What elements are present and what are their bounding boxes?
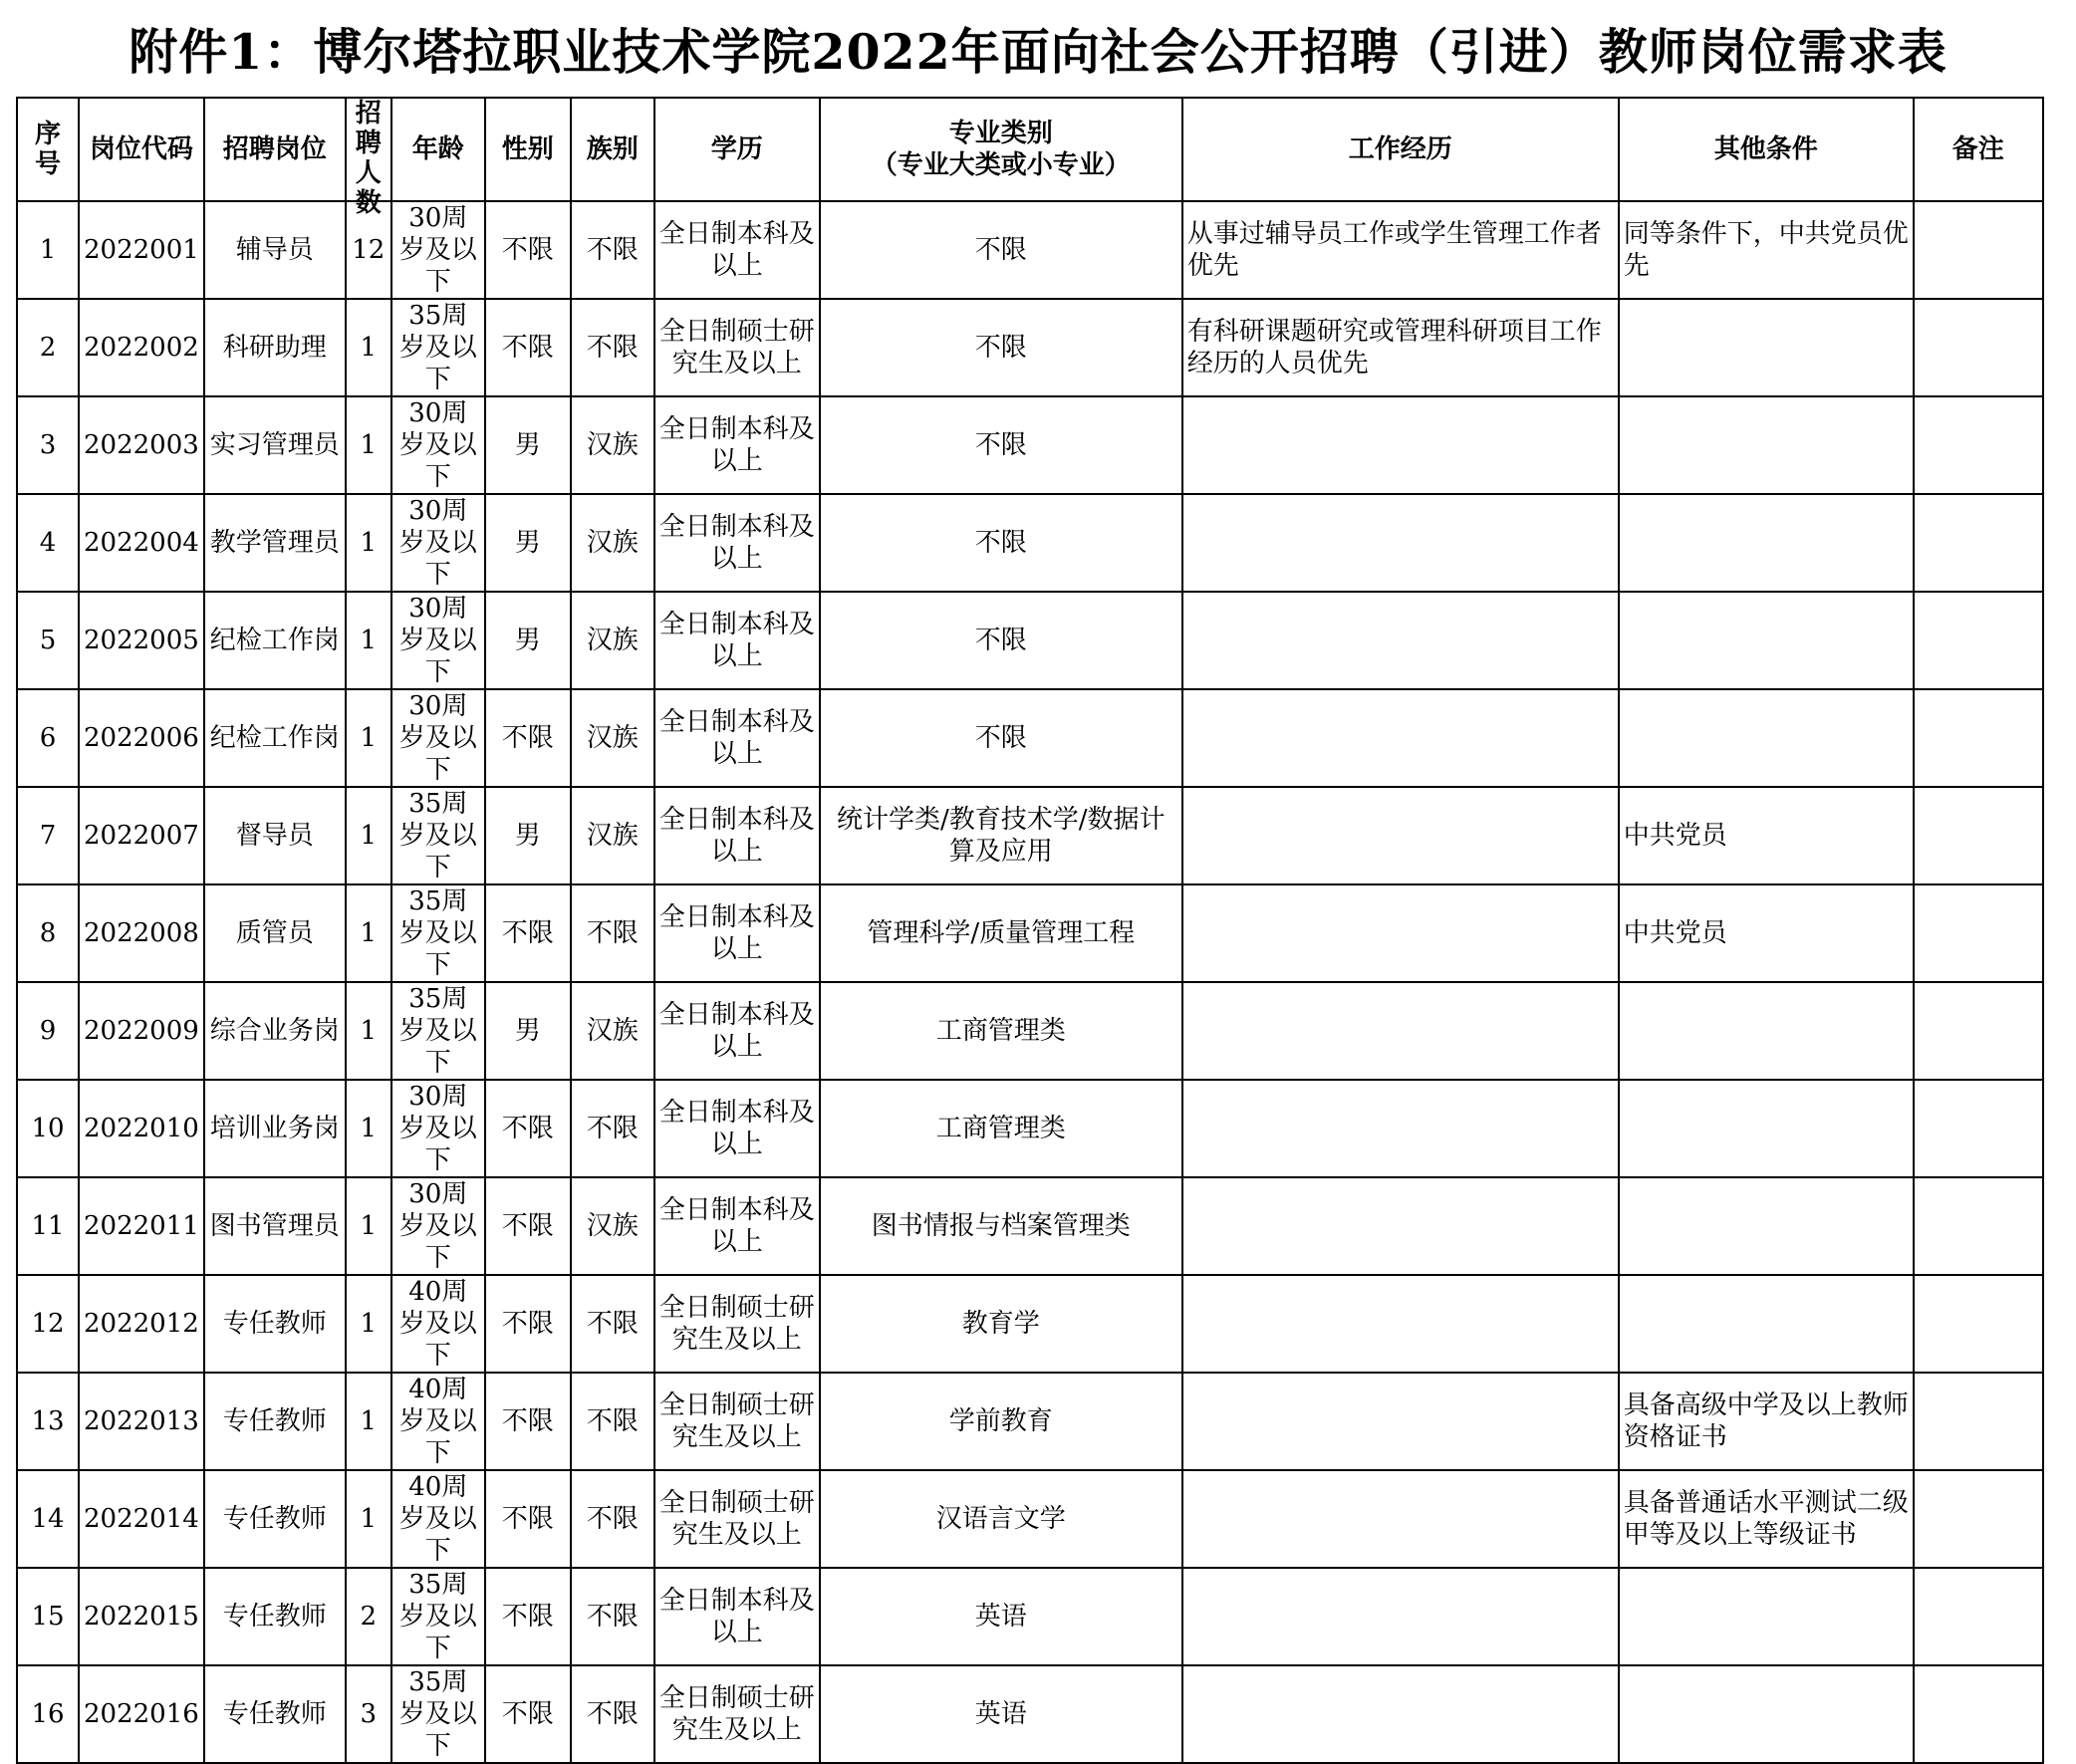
- cell-position: 辅导员: [204, 201, 346, 299]
- cell-gender: 不限: [485, 689, 571, 787]
- cell-count: 1: [346, 1080, 391, 1177]
- table-row: [17, 201, 2043, 299]
- cell-education: 全日制硕士研究生及以上: [654, 1470, 820, 1568]
- cell-seq: 5: [17, 592, 79, 689]
- cell-remarks: [1914, 787, 2043, 884]
- table-row: [17, 299, 2043, 396]
- cell-major: 工商管理类: [820, 982, 1182, 1080]
- cell-seq: 14: [17, 1470, 79, 1568]
- cell-code: 2022002: [79, 299, 204, 396]
- cell-other: [1619, 494, 1914, 592]
- cell-count: 1: [346, 494, 391, 592]
- cell-ethnicity: 不限: [571, 1665, 654, 1763]
- cell-experience: [1182, 1080, 1619, 1177]
- cell-position: 图书管理员: [204, 1177, 346, 1275]
- cell-position: 教学管理员: [204, 494, 346, 592]
- cell-remarks: [1914, 592, 2043, 689]
- cell-position: 专任教师: [204, 1275, 346, 1373]
- table-row: [17, 1373, 2043, 1470]
- recruitment-table: [16, 97, 2044, 1764]
- cell-count: 1: [346, 299, 391, 396]
- cell-major: 管理科学/质量管理工程: [820, 884, 1182, 982]
- cell-other: [1619, 299, 1914, 396]
- cell-ethnicity: 不限: [571, 1568, 654, 1665]
- cell-major: 图书情报与档案管理类: [820, 1177, 1182, 1275]
- cell-count: 1: [346, 982, 391, 1080]
- cell-position: 督导员: [204, 787, 346, 884]
- cell-remarks: [1914, 1665, 2043, 1763]
- cell-count: 1: [346, 689, 391, 787]
- cell-position: 科研助理: [204, 299, 346, 396]
- cell-age: 35周岁及以下: [391, 982, 485, 1080]
- header-major-line2: （专业大类或小专业）: [871, 150, 1131, 180]
- cell-code: 2022009: [79, 982, 204, 1080]
- header-code: 岗位代码: [79, 98, 204, 201]
- cell-code: 2022011: [79, 1177, 204, 1275]
- cell-other: 具备高级中学及以上教师资格证书: [1619, 1373, 1914, 1470]
- header-other: 其他条件: [1619, 98, 1914, 201]
- cell-other: 中共党员: [1619, 787, 1914, 884]
- cell-gender: 不限: [485, 1665, 571, 1763]
- cell-major: 工商管理类: [820, 1080, 1182, 1177]
- cell-count: 12: [346, 201, 391, 299]
- cell-age: 40周岁及以下: [391, 1373, 485, 1470]
- cell-major: 不限: [820, 299, 1182, 396]
- cell-seq: 3: [17, 396, 79, 494]
- cell-position: 专任教师: [204, 1568, 346, 1665]
- cell-position: 培训业务岗: [204, 1080, 346, 1177]
- cell-age: 40周岁及以下: [391, 1275, 485, 1373]
- cell-education: 全日制本科及以上: [654, 1568, 820, 1665]
- cell-remarks: [1914, 299, 2043, 396]
- cell-gender: 男: [485, 396, 571, 494]
- cell-remarks: [1914, 884, 2043, 982]
- cell-position: 专任教师: [204, 1373, 346, 1470]
- cell-seq: 10: [17, 1080, 79, 1177]
- table-row: [17, 1177, 2043, 1275]
- cell-experience: [1182, 787, 1619, 884]
- cell-ethnicity: 汉族: [571, 787, 654, 884]
- cell-other: [1619, 1080, 1914, 1177]
- header-education: 学历: [654, 98, 820, 201]
- cell-count: 1: [346, 1470, 391, 1568]
- cell-code: 2022007: [79, 787, 204, 884]
- cell-age: 30周岁及以下: [391, 689, 485, 787]
- cell-code: 2022003: [79, 396, 204, 494]
- cell-code: 2022014: [79, 1470, 204, 1568]
- cell-experience: 从事过辅导员工作或学生管理工作者优先: [1182, 201, 1619, 299]
- header-ethnicity: 族别: [571, 98, 654, 201]
- cell-major: 不限: [820, 689, 1182, 787]
- cell-major: 英语: [820, 1568, 1182, 1665]
- cell-ethnicity: 不限: [571, 884, 654, 982]
- cell-experience: [1182, 1665, 1619, 1763]
- cell-other: [1619, 592, 1914, 689]
- cell-count: 1: [346, 1177, 391, 1275]
- cell-other: 中共党员: [1619, 884, 1914, 982]
- cell-education: 全日制硕士研究生及以上: [654, 299, 820, 396]
- cell-position: 综合业务岗: [204, 982, 346, 1080]
- header-seq: 序号: [17, 98, 79, 201]
- table-row: [17, 1080, 2043, 1177]
- cell-gender: 男: [485, 982, 571, 1080]
- cell-count: 1: [346, 396, 391, 494]
- cell-age: 30周岁及以下: [391, 201, 485, 299]
- cell-age: 30周岁及以下: [391, 1177, 485, 1275]
- cell-position: 纪检工作岗: [204, 592, 346, 689]
- cell-code: 2022013: [79, 1373, 204, 1470]
- cell-experience: [1182, 592, 1619, 689]
- cell-major: 不限: [820, 494, 1182, 592]
- cell-ethnicity: 不限: [571, 201, 654, 299]
- cell-experience: [1182, 494, 1619, 592]
- cell-gender: 不限: [485, 1080, 571, 1177]
- cell-education: 全日制本科及以上: [654, 689, 820, 787]
- cell-education: 全日制本科及以上: [654, 1080, 820, 1177]
- cell-seq: 4: [17, 494, 79, 592]
- cell-gender: 不限: [485, 201, 571, 299]
- cell-code: 2022005: [79, 592, 204, 689]
- cell-age: 35周岁及以下: [391, 787, 485, 884]
- cell-experience: [1182, 396, 1619, 494]
- header-row: [17, 98, 2043, 201]
- cell-code: 2022001: [79, 201, 204, 299]
- cell-experience: [1182, 982, 1619, 1080]
- table-row: [17, 494, 2043, 592]
- cell-remarks: [1914, 1275, 2043, 1373]
- cell-seq: 7: [17, 787, 79, 884]
- cell-education: 全日制硕士研究生及以上: [654, 1275, 820, 1373]
- cell-other: [1619, 1568, 1914, 1665]
- cell-age: 35周岁及以下: [391, 1665, 485, 1763]
- cell-experience: [1182, 1568, 1619, 1665]
- cell-gender: 不限: [485, 1373, 571, 1470]
- cell-education: 全日制本科及以上: [654, 884, 820, 982]
- cell-experience: [1182, 1470, 1619, 1568]
- page-title: 附件1：博尔塔拉职业技术学院2022年面向社会公开招聘（引进）教师岗位需求表: [129, 22, 1947, 81]
- cell-ethnicity: 汉族: [571, 982, 654, 1080]
- cell-gender: 男: [485, 787, 571, 884]
- cell-seq: 11: [17, 1177, 79, 1275]
- cell-ethnicity: 汉族: [571, 396, 654, 494]
- cell-count: 3: [346, 1665, 391, 1763]
- cell-count: 1: [346, 787, 391, 884]
- cell-seq: 1: [17, 201, 79, 299]
- cell-seq: 2: [17, 299, 79, 396]
- cell-education: 全日制本科及以上: [654, 787, 820, 884]
- cell-remarks: [1914, 494, 2043, 592]
- header-age: 年龄: [391, 98, 485, 201]
- cell-experience: 有科研课题研究或管理科研项目工作经历的人员优先: [1182, 299, 1619, 396]
- header-major-line1: 专业类别: [948, 119, 1053, 148]
- cell-remarks: [1914, 1177, 2043, 1275]
- cell-gender: 不限: [485, 1275, 571, 1373]
- cell-remarks: [1914, 689, 2043, 787]
- cell-education: 全日制本科及以上: [654, 494, 820, 592]
- cell-education: 全日制本科及以上: [654, 982, 820, 1080]
- cell-education: 全日制本科及以上: [654, 396, 820, 494]
- table-row: [17, 592, 2043, 689]
- table-row: [17, 1275, 2043, 1373]
- table-row: [17, 982, 2043, 1080]
- cell-other: 具备普通话水平测试二级甲等及以上等级证书: [1619, 1470, 1914, 1568]
- cell-education: 全日制本科及以上: [654, 1177, 820, 1275]
- cell-other: [1619, 1177, 1914, 1275]
- cell-ethnicity: 汉族: [571, 1177, 654, 1275]
- cell-seq: 12: [17, 1275, 79, 1373]
- cell-age: 30周岁及以下: [391, 1080, 485, 1177]
- cell-count: 1: [346, 1373, 391, 1470]
- cell-ethnicity: 不限: [571, 299, 654, 396]
- cell-major: 统计学类/教育技术学/数据计算及应用: [820, 787, 1182, 884]
- cell-code: 2022010: [79, 1080, 204, 1177]
- cell-other: 同等条件下，中共党员优先: [1619, 201, 1914, 299]
- cell-gender: 不限: [485, 884, 571, 982]
- cell-ethnicity: 不限: [571, 1275, 654, 1373]
- cell-other: [1619, 689, 1914, 787]
- cell-position: 纪检工作岗: [204, 689, 346, 787]
- cell-other: [1619, 396, 1914, 494]
- cell-experience: [1182, 1373, 1619, 1470]
- table-row: [17, 787, 2043, 884]
- cell-education: 全日制硕士研究生及以上: [654, 1373, 820, 1470]
- cell-gender: 不限: [485, 1568, 571, 1665]
- cell-remarks: [1914, 982, 2043, 1080]
- cell-seq: 9: [17, 982, 79, 1080]
- cell-major: 教育学: [820, 1275, 1182, 1373]
- cell-ethnicity: 汉族: [571, 494, 654, 592]
- table-row: [17, 884, 2043, 982]
- header-remarks: 备注: [1914, 98, 2043, 201]
- cell-experience: [1182, 1275, 1619, 1373]
- table-row: [17, 1470, 2043, 1568]
- cell-education: 全日制本科及以上: [654, 592, 820, 689]
- cell-code: 2022015: [79, 1568, 204, 1665]
- table-row: [17, 689, 2043, 787]
- cell-count: 1: [346, 884, 391, 982]
- cell-remarks: [1914, 1470, 2043, 1568]
- table-row: [17, 396, 2043, 494]
- cell-ethnicity: 汉族: [571, 592, 654, 689]
- cell-remarks: [1914, 1373, 2043, 1470]
- cell-ethnicity: 不限: [571, 1373, 654, 1470]
- cell-seq: 8: [17, 884, 79, 982]
- cell-experience: [1182, 689, 1619, 787]
- cell-position: 专任教师: [204, 1470, 346, 1568]
- header-count: 招聘人数: [346, 98, 391, 201]
- cell-major: 学前教育: [820, 1373, 1182, 1470]
- cell-age: 30周岁及以下: [391, 396, 485, 494]
- cell-other: [1619, 982, 1914, 1080]
- cell-code: 2022004: [79, 494, 204, 592]
- cell-code: 2022006: [79, 689, 204, 787]
- cell-major: 不限: [820, 201, 1182, 299]
- cell-age: 30周岁及以下: [391, 592, 485, 689]
- header-experience: 工作经历: [1182, 98, 1619, 201]
- cell-code: 2022016: [79, 1665, 204, 1763]
- cell-position: 专任教师: [204, 1665, 346, 1763]
- cell-remarks: [1914, 396, 2043, 494]
- cell-major: 英语: [820, 1665, 1182, 1763]
- cell-remarks: [1914, 1568, 2043, 1665]
- header-position: 招聘岗位: [204, 98, 346, 201]
- table-row: [17, 1568, 2043, 1665]
- cell-ethnicity: 汉族: [571, 689, 654, 787]
- cell-experience: [1182, 1177, 1619, 1275]
- cell-count: 1: [346, 1275, 391, 1373]
- cell-major: 不限: [820, 592, 1182, 689]
- cell-code: 2022008: [79, 884, 204, 982]
- cell-remarks: [1914, 1080, 2043, 1177]
- cell-other: [1619, 1275, 1914, 1373]
- cell-remarks: [1914, 201, 2043, 299]
- cell-education: 全日制硕士研究生及以上: [654, 1665, 820, 1763]
- cell-education: 全日制本科及以上: [654, 201, 820, 299]
- cell-gender: 不限: [485, 1177, 571, 1275]
- cell-seq: 15: [17, 1568, 79, 1665]
- cell-gender: 男: [485, 494, 571, 592]
- cell-gender: 男: [485, 592, 571, 689]
- table-row: [17, 1665, 2043, 1763]
- cell-position: 质管员: [204, 884, 346, 982]
- cell-position: 实习管理员: [204, 396, 346, 494]
- cell-age: 40周岁及以下: [391, 1470, 485, 1568]
- cell-ethnicity: 不限: [571, 1470, 654, 1568]
- cell-age: 35周岁及以下: [391, 884, 485, 982]
- cell-gender: 不限: [485, 1470, 571, 1568]
- cell-seq: 13: [17, 1373, 79, 1470]
- cell-count: 2: [346, 1568, 391, 1665]
- header-gender: 性别: [485, 98, 571, 201]
- cell-seq: 6: [17, 689, 79, 787]
- cell-ethnicity: 不限: [571, 1080, 654, 1177]
- cell-gender: 不限: [485, 299, 571, 396]
- header-major: [820, 98, 1182, 201]
- cell-age: 35周岁及以下: [391, 299, 485, 396]
- cell-seq: 16: [17, 1665, 79, 1763]
- cell-age: 30周岁及以下: [391, 494, 485, 592]
- cell-other: [1619, 1665, 1914, 1763]
- cell-experience: [1182, 884, 1619, 982]
- cell-major: 汉语言文学: [820, 1470, 1182, 1568]
- cell-age: 35周岁及以下: [391, 1568, 485, 1665]
- cell-major: 不限: [820, 396, 1182, 494]
- cell-count: 1: [346, 592, 391, 689]
- cell-code: 2022012: [79, 1275, 204, 1373]
